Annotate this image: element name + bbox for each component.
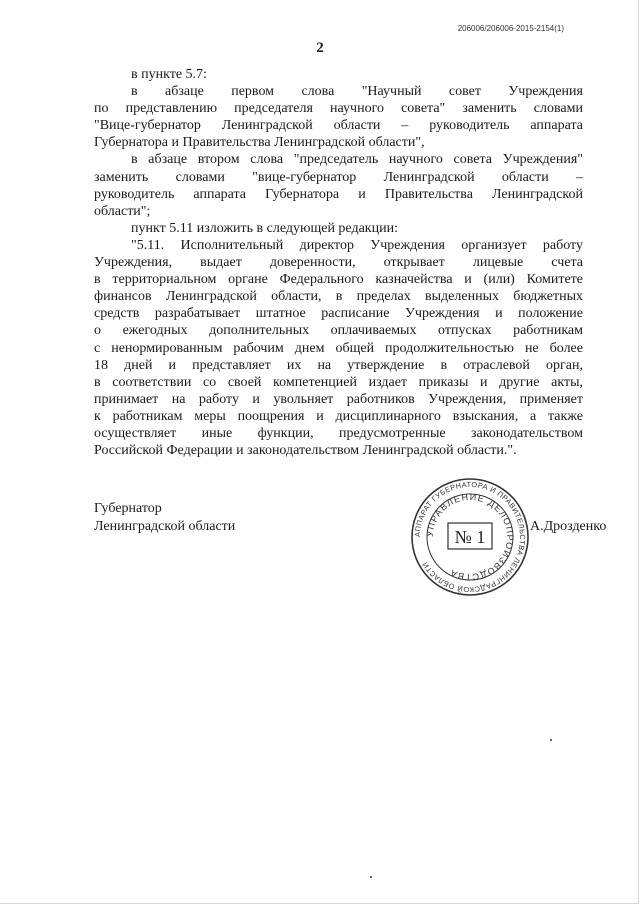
text-line: области"; — [94, 203, 151, 219]
text-line: "Вице-губернатор Ленинградской области – руководитель аппарата — [94, 118, 583, 134]
text-line: с ненормированным рабочим днем общей продолжительностью не более — [94, 340, 583, 356]
text-line: в территориальном органе Федерального казначейства и (или) Комитете — [94, 272, 583, 288]
signer-title — [94, 500, 235, 536]
text-line: в соответствии со своей компетенцией издает приказы и другие акты, — [94, 374, 583, 390]
signer-name: А.Дрозденко — [530, 519, 607, 534]
stamp-outer-text: АППАРАТ ГУБЕРНАТОРА И ПРАВИТЕЛЬСТВА ЛЕНИНГРАДСКОЙ ОБЛАСТИ — [412, 479, 528, 595]
text-line: в абзаце первом слова "Научный совет Учреждения — [131, 84, 583, 100]
text-line: заменить словами "вице-губернатор Ленинградской области – — [94, 169, 583, 185]
text-line: 18 дней и представляет их на утверждение в отраслевой орган, — [94, 357, 583, 373]
stamp-number: № 1 — [454, 527, 486, 547]
stamp-inner-text: УПРАВЛЕНИЕ ДЕЛОПРОИЗВОДСТВА — [424, 491, 516, 583]
page-number: 2 — [316, 40, 324, 56]
text-line: Губернатора и Правительства Ленинградской области", — [94, 135, 425, 151]
signer-title-line: Ленинградской области — [94, 519, 236, 534]
text-line: по представлению председателя научного совета" заменить словами — [94, 101, 583, 117]
paragraph-5-7-intro: в пункте 5.7: — [131, 67, 207, 82]
text-line: Учреждения, выдает доверенности, открывает лицевые счета — [94, 255, 583, 271]
text-line: Российской Федерации и законодательством Ленинградской области.". — [94, 443, 517, 459]
document-body — [94, 66, 583, 459]
document-id: 206006/206006-2015-2154(1) — [457, 24, 564, 33]
scan-speck — [550, 739, 552, 741]
scan-speck — [370, 876, 372, 878]
text-line: в абзаце втором слова "председатель научного совета Учреждения" — [131, 152, 583, 168]
text-line: руководитель аппарата Губернатора и Правительства Ленинградской — [94, 186, 583, 202]
text-line: средств разрабатывает штатное расписание Учреждения и положение — [94, 306, 583, 322]
text-line: принимает на работу и увольняет работников Учреждения, применяет — [94, 391, 583, 407]
text-line: о ежегодных дополнительных оплачиваемых отпусках работникам — [94, 323, 583, 339]
paragraph-5-11-intro: пункт 5.11 изложить в следующей редакции: — [131, 220, 398, 236]
text-line: к работникам меры поощрения и дисциплинарного взыскания, а также — [94, 408, 583, 424]
official-stamp — [410, 477, 530, 597]
text-line: осуществляет иные функции, предусмотренные законодательством — [94, 425, 583, 441]
signer-title-line: Губернатор — [94, 501, 162, 516]
text-line: финансов Ленинградской области, в пределах выделенных бюджетных — [94, 289, 583, 305]
text-line: "5.11. Исполнительный директор Учреждения организует работу — [131, 237, 583, 253]
